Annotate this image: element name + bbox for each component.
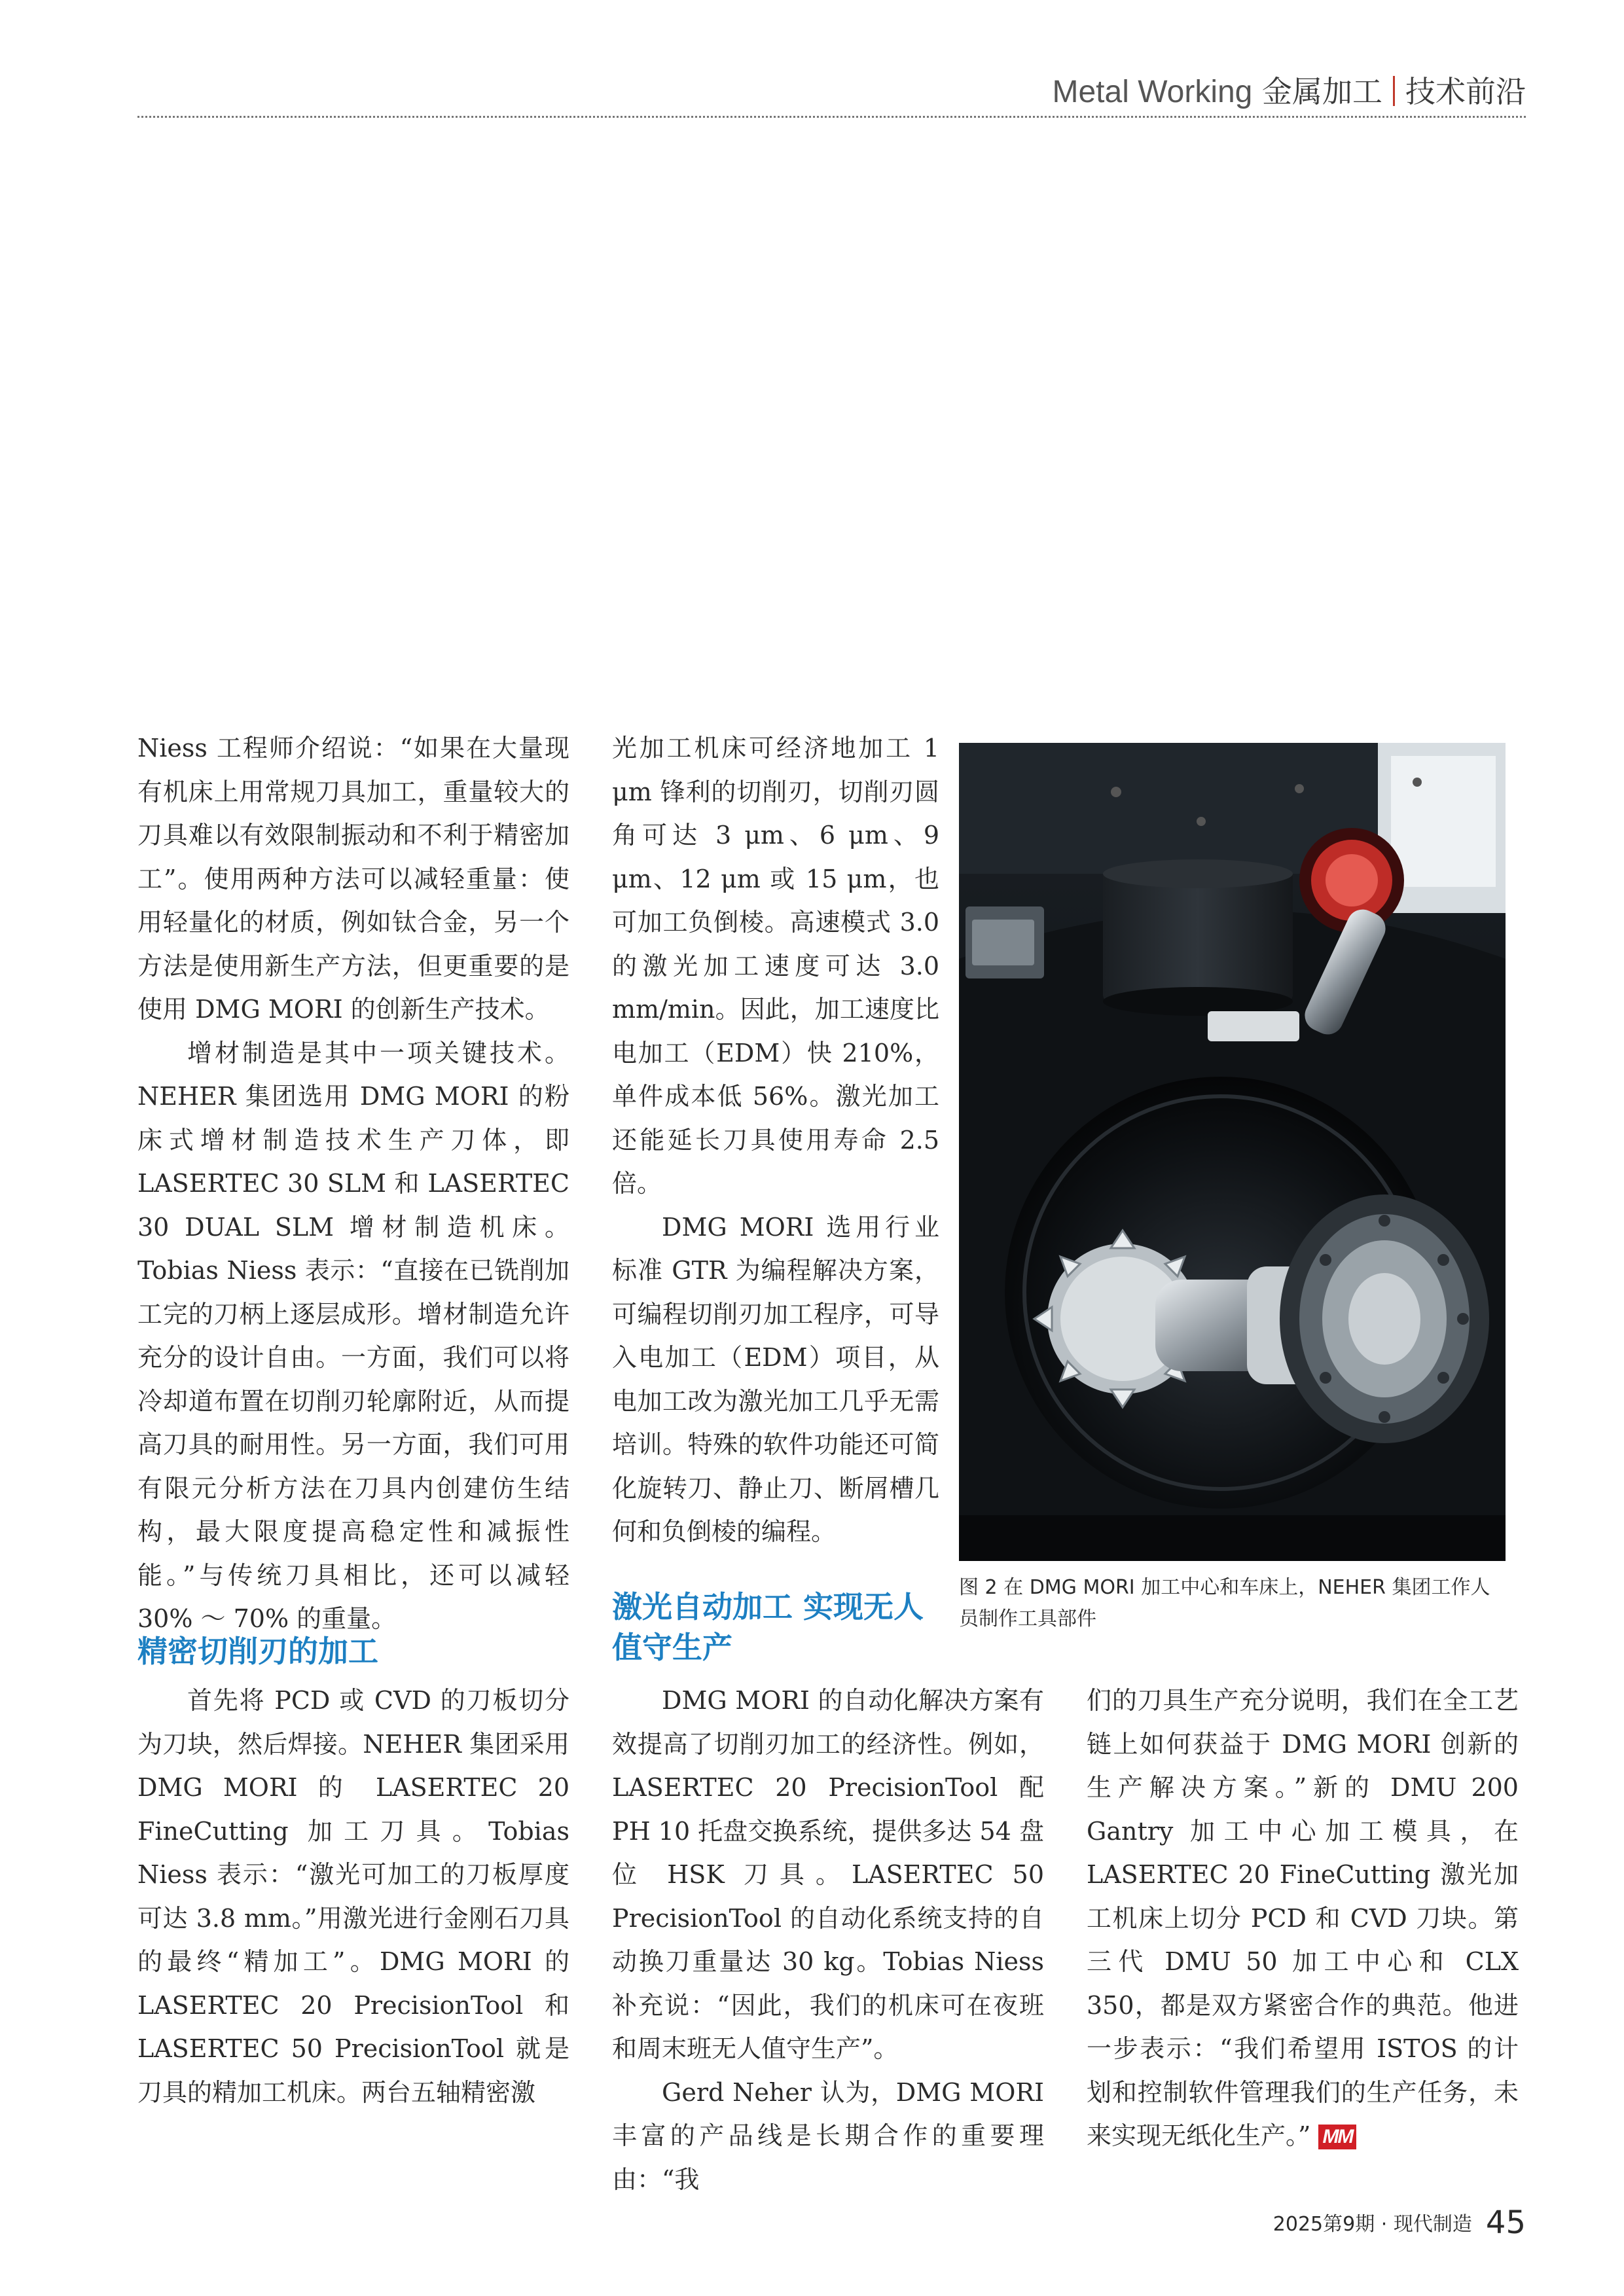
- body-paragraph: 首先将 PCD 或 CVD 的刀板切分为刀块，然后焊接。NEHER 集团采用 DMG MORI 的 LASERTEC 20 FineCutting 加工刀具。Tobias Niess 表示：“激光可加工的刀板厚度可达 3.8 mm。”用激光进行金刚石刀具的最终“精加工”。DMG MORI 的 LASERTEC 20 PrecisionTool 和 LASERTEC 50 PrecisionTool 就是刀具的精加工机床。两台五轴精密激: [137, 1686, 569, 2107]
- body-paragraph: 光加工机床可经济地加工 1 μm 锋利的切削刃，切削刃圆角可达 3 μm、6 μm、9 μm、12 μm 或 15 μm，也可加工负倒棱。高速模式 3.0 的激光加工速度可达 3.0 mm/min。因此，加工速度比电加工（EDM）快 210%，单件成本低 56%。激光加工还能延长刀具使用寿命 2.5 倍。: [612, 734, 939, 1198]
- body-paragraph: DMG MORI 的自动化解决方案有效提高了切削刃加工的经济性。例如，LASERTEC 20 PrecisionTool 配 PH 10 托盘交换系统，提供多达 54 盘位 HSK 刀具。LASERTEC 50 PrecisionTool 的自动化系统支持的自动换刀重量达 30 kg。Tobias Niess 补充说：“因此，我们的机床可在夜班和周末班无人值守生产”。: [612, 1686, 1044, 2063]
- body-paragraph: DMG MORI 选用行业标准 GTR 为编程解决方案，可编程切削刃加工程序，可导入电加工（EDM）项目，从电加工改为激光加工几乎无需培训。特殊的软件功能还可简化旋转刀、静止刀、断屑槽几何和负倒棱的编程。: [612, 1212, 939, 1546]
- page-header: [137, 65, 1526, 118]
- machine-illustration: [959, 743, 1506, 1561]
- running-head-english: Metal Working: [1052, 75, 1253, 109]
- column-1-lower: [137, 1679, 569, 2114]
- section-heading-precision-cutting: 精密切削刃的加工: [137, 1634, 378, 1669]
- column-1-upper: [137, 726, 569, 1641]
- mm-end-mark-logo: MM: [1318, 2125, 1356, 2149]
- column-2-lower: [612, 1679, 1044, 2201]
- page-footer: [1273, 2204, 1526, 2241]
- figure-caption: 图 2 在 DMG MORI 加工中心和车床上，NEHER 集团工作人员制作工具部件: [959, 1576, 1490, 1630]
- section-heading-laser-automation: 激光自动加工 实现无人值守生产: [612, 1589, 924, 1665]
- body-paragraph: 增材制造是其中一项关键技术。NEHER 集团选用 DMG MORI 的粉床式增材制造技术生产刀体，即 LASERTEC 30 SLM 和 LASERTEC 30 DUAL SLM 增材制造机床。Tobias Niess 表示：“直接在已铣削加工完的刀柄上逐层成形。增材制造允许充分的设计自由。一方面，我们可以将冷却道布置在切削刃轮廓附近，从而提高刀具的耐用性。另一方面，我们可用有限元分析方法在刀具内创建仿生结构，最大限度提高稳定性和减振性能。”与传统刀具相比，还可以减轻 30% ～ 70% 的重量。: [137, 1038, 569, 1633]
- body-paragraph: [1087, 1679, 1519, 2158]
- column-3-lower: [1087, 1679, 1519, 2158]
- footer-issue: 2025第9期 · 现代制造: [1272, 2213, 1472, 2236]
- column-2-upper: [612, 726, 939, 1554]
- running-head-separator: [1393, 76, 1395, 106]
- running-head-column: 技术前沿: [1405, 74, 1526, 109]
- machine-photo: [959, 743, 1506, 1561]
- header-dotted-rule: [137, 116, 1526, 118]
- body-paragraph-text: 们的刀具生产充分说明，我们在全工艺链上如何获益于 DMG MORI 创新的生产解决方案。”新的 DMU 200 Gantry 加工中心加工模具，在 LASERTEC 20 FineCutting 激光加工机床上切分 PCD 和 CVD 刀块。第三代 DMU 50 加工中心和 CLX 350，都是双方紧密合作的典范。他进一步表示：“我们希望用 ISTOS 的计划和控制软件管理我们的生产任务，未来实现无纸化生产。”: [1087, 1686, 1519, 2150]
- running-head-section: 金属加工: [1262, 74, 1382, 109]
- page-number: 45: [1485, 2204, 1526, 2241]
- body-paragraph: Niess 工程师介绍说：“如果在大量现有机床上用常规刀具加工，重量较大的刀具难以有效限制振动和不利于精密加工”。使用两种方法可以减轻重量：使用轻量化的材质，例如钛合金，另一个方法是使用新生产方法，但更重要的是使用 DMG MORI 的创新生产技术。: [137, 734, 569, 1024]
- running-head: [1052, 68, 1526, 111]
- body-paragraph: Gerd Neher 认为，DMG MORI 丰富的产品线是长期合作的重要理由：“我: [612, 2077, 1044, 2194]
